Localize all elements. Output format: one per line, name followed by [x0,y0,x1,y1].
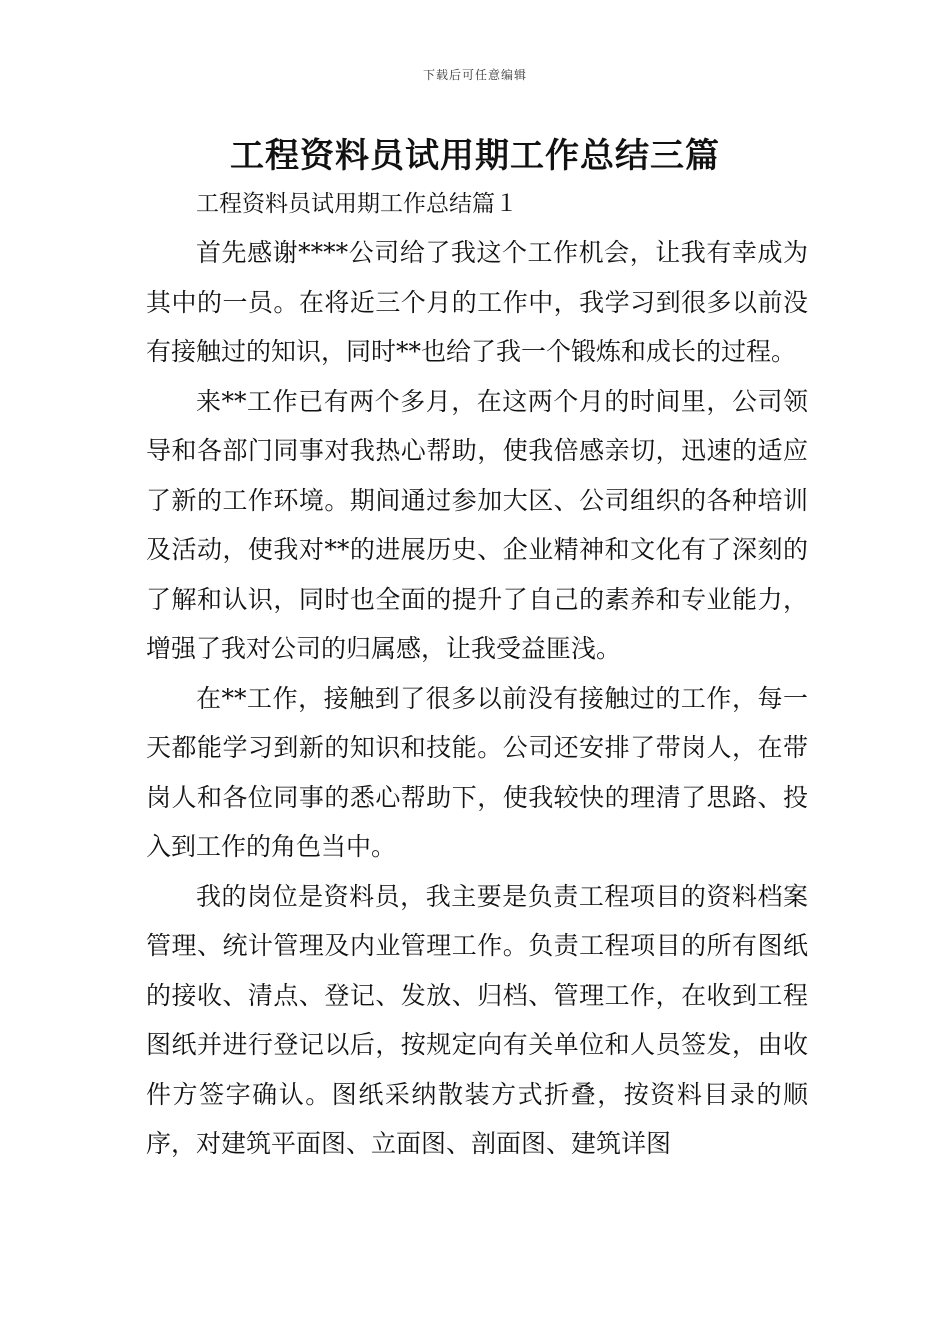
document-body [146,228,808,1169]
header-note: 下载后可任意编辑 [422,68,527,82]
paragraph: 来**工作已有两个多月，在这两个月的时间里，公司领导和各部门同事对我热心帮助，使我倍感亲切，迅速的适应了新的工作环境。期间通过参加大区、公司组织的各种培训及活动，使我对**的进展历史、企业精神和文化有了深刻的了解和认识，同时也全面的提升了自己的素养和专业能力，增强了我对公司的归属感，让我受益匪浅。 [146,386,808,663]
paragraph: 在**工作，接触到了很多以前没有接触过的工作，每一天都能学习到新的知识和技能。公司还安排了带岗人，在带岗人和各位同事的悉心帮助下，使我较快的理清了思路、投入到工作的角色当中。 [146,683,808,861]
document-title: 工程资料员试用期工作总结三篇 [230,136,720,176]
paragraph: 我的岗位是资料员，我主要是负责工程项目的资料档案管理、统计管理及内业管理工作。负责工程项目的所有图纸的接收、清点、登记、发放、归档、管理工作，在收到工程图纸并进行登记以后，按规定向有关单位和人员签发，由收件方签字确认。图纸采纳散装方式折叠，按资料目录的顺序，对建筑平面图、立面图、剖面图、建筑详图 [146,881,808,1158]
section-subtitle: 工程资料员试用期工作总结篇１ [196,191,518,217]
paragraph: 首先感谢****公司给了我这个工作机会，让我有幸成为其中的一员。在将近三个月的工作中，我学习到很多以前没有接触过的知识，同时**也给了我一个锻炼和成长的过程。 [146,238,808,366]
